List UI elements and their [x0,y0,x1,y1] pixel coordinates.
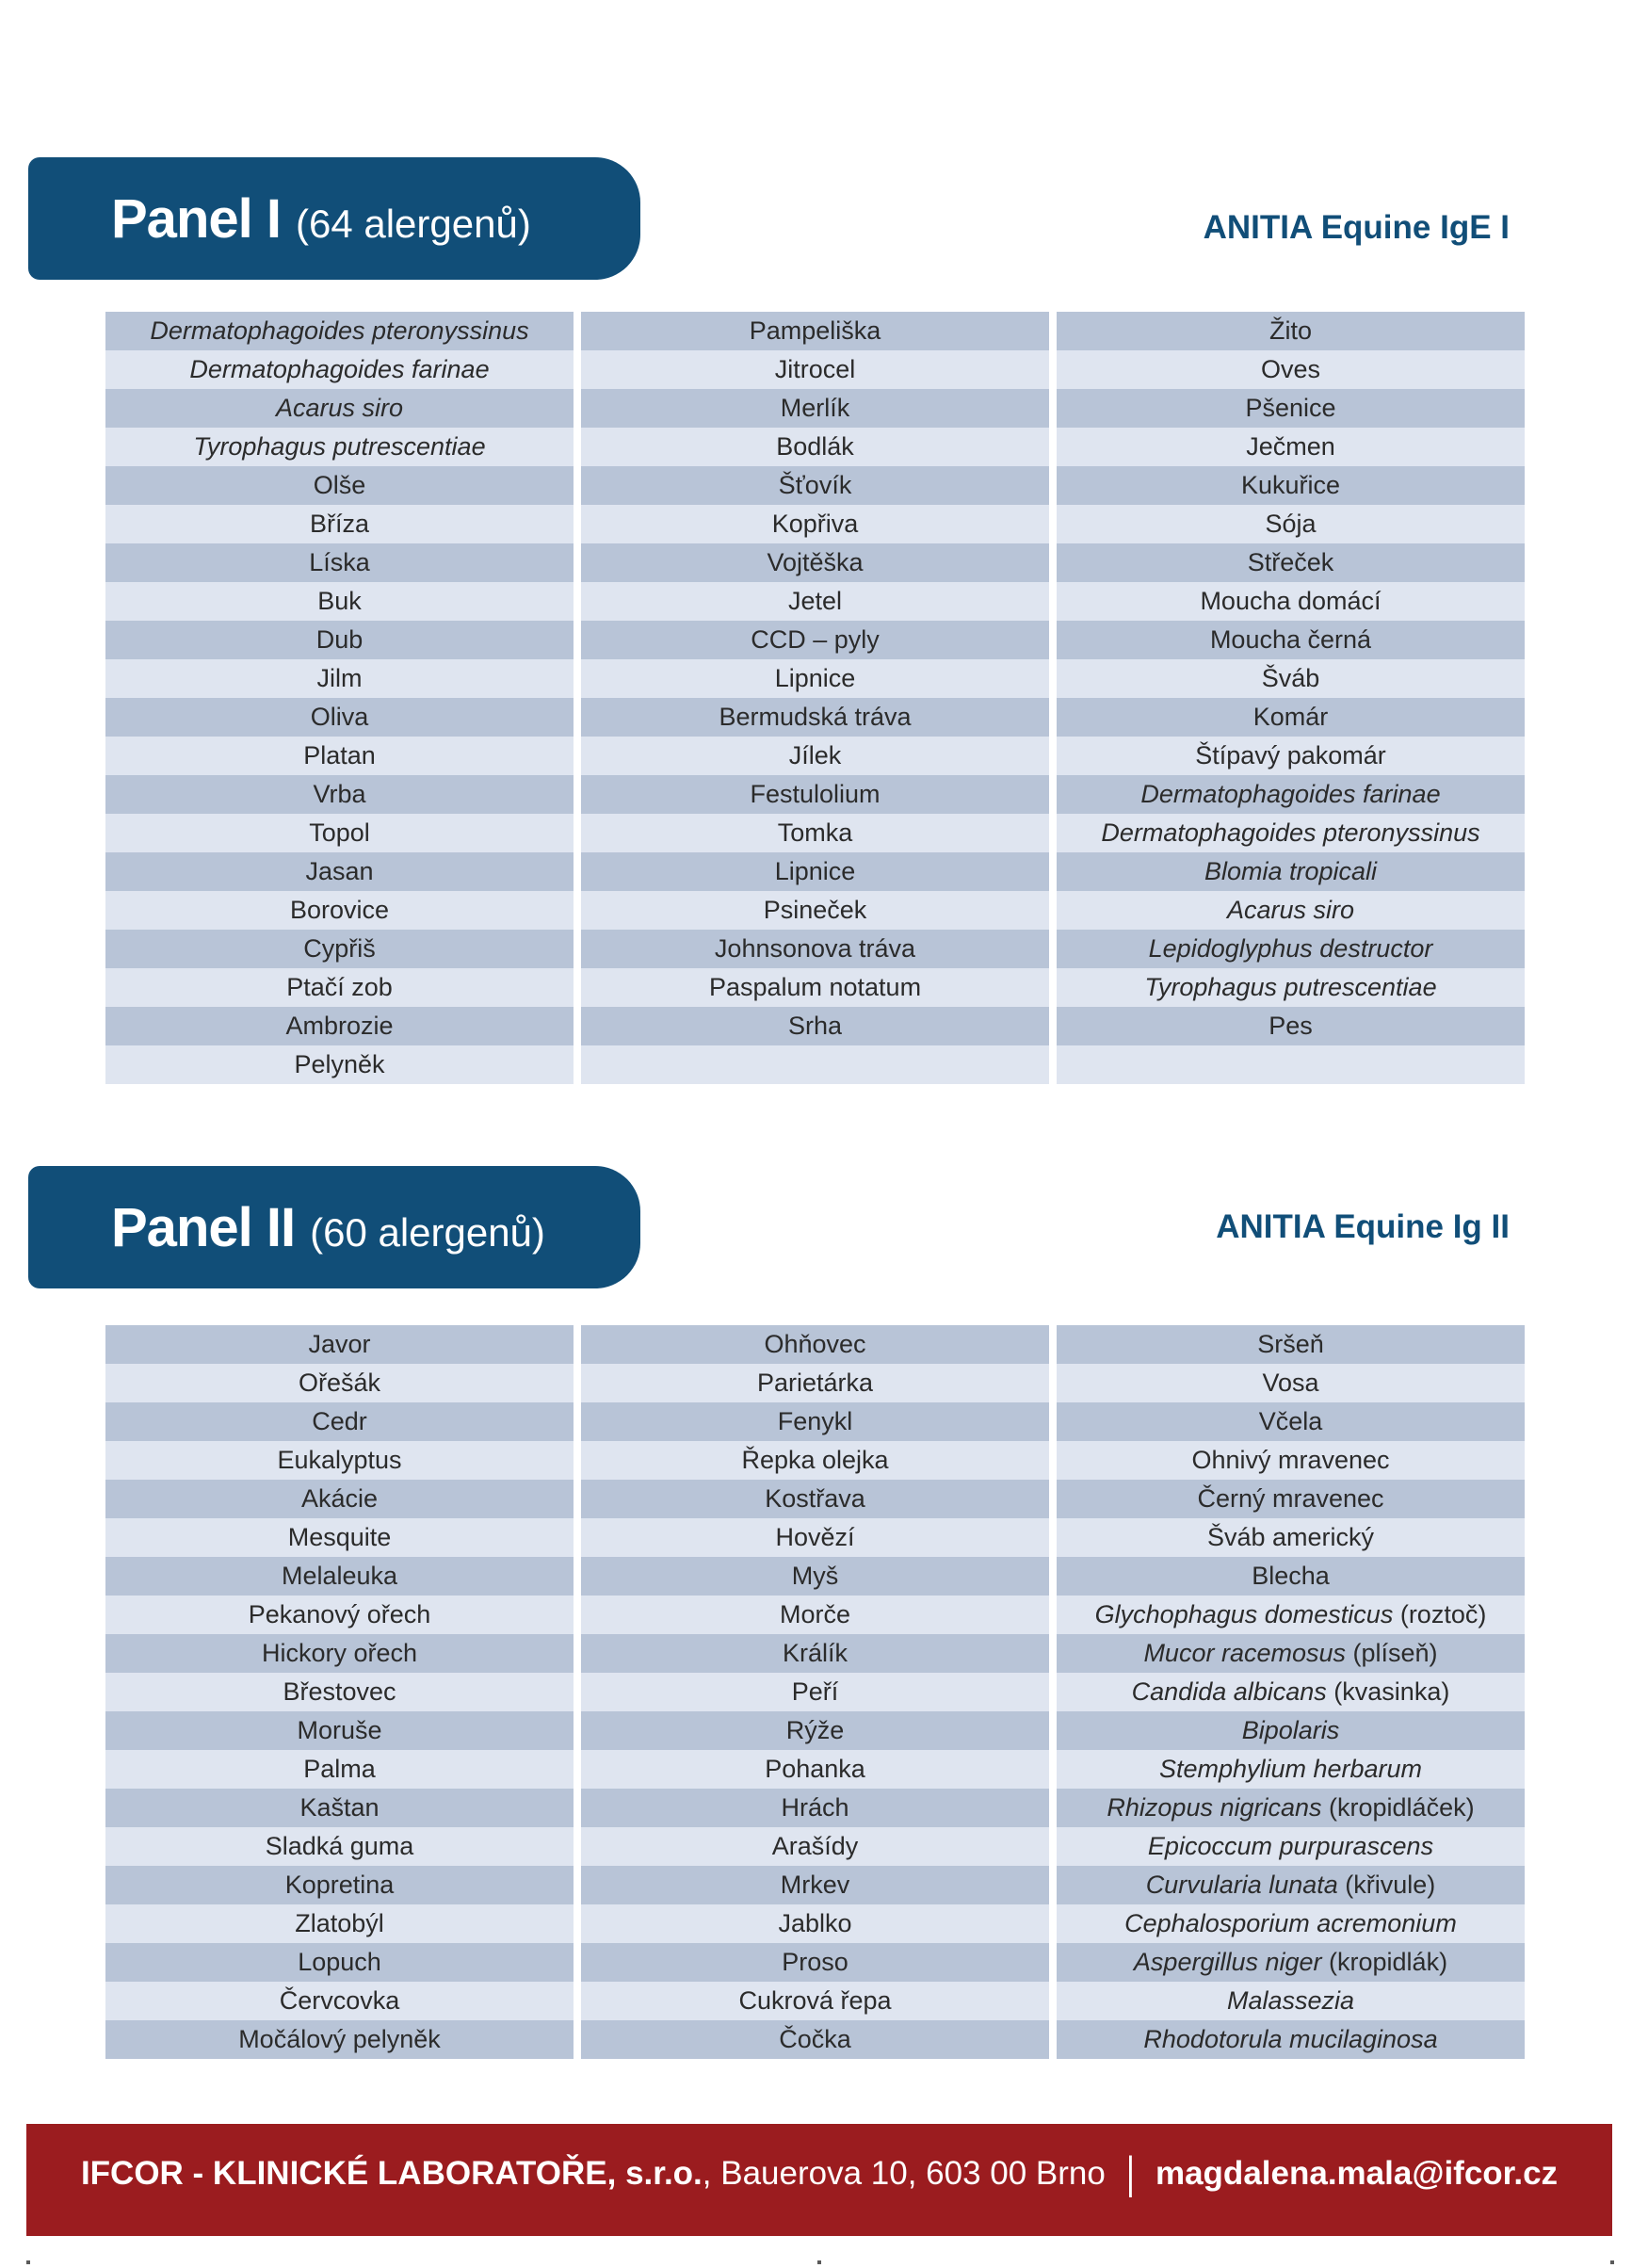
allergen-cell: Myš [581,1557,1049,1596]
allergen-cell: Bodlák [581,428,1049,466]
allergen-cell: Proso [581,1943,1049,1982]
allergen-cell: Ořešák [105,1364,574,1402]
allergen-cell: Vrba [105,775,574,814]
allergen-cell: Včela [1057,1402,1525,1441]
allergen-cell: Rhizopus nigricans (kropidláček) [1057,1789,1525,1827]
allergen-cell: Morče [581,1596,1049,1634]
crop-mark [26,2260,30,2264]
allergen-cell: Ambrozie [105,1007,574,1045]
allergen-cell: Pekanový ořech [105,1596,574,1634]
allergen-cell: Palma [105,1750,574,1789]
allergen-cell: Bříza [105,505,574,543]
allergen-cell: Cedr [105,1402,574,1441]
allergen-cell: Dub [105,621,574,659]
allergen-cell: Sója [1057,505,1525,543]
allergen-cell: Hovězí [581,1518,1049,1557]
panel-1-header-text [111,187,531,251]
allergen-cell: Aspergillus niger (kropidlák) [1057,1943,1525,1982]
allergen-cell: Moruše [105,1711,574,1750]
allergen-cell: Melaleuka [105,1557,574,1596]
allergen-cell: Lopuch [105,1943,574,1982]
allergen-cell: Bermudská tráva [581,698,1049,737]
allergen-cell: Lepidoglyphus destructor [1057,930,1525,968]
crop-mark [817,2260,821,2264]
allergen-cell: Topol [105,814,574,852]
allergen-cell: Akácie [105,1480,574,1518]
allergen-cell [1057,1045,1525,1084]
allergen-cell: Pšenice [1057,389,1525,428]
footer-bar [26,2124,1612,2236]
panel-2-title: Panel II [111,1196,296,1258]
allergen-cell: Štípavý pakomár [1057,737,1525,775]
allergen-cell: Cukrová řepa [581,1982,1049,2020]
allergen-cell: Ptačí zob [105,968,574,1007]
allergen-cell: Epicoccum purpurascens [1057,1827,1525,1866]
allergen-cell: Šváb americký [1057,1518,1525,1557]
allergen-cell: Komár [1057,698,1525,737]
allergen-cell: Malassezia [1057,1982,1525,2020]
allergen-cell: Zlatobýl [105,1904,574,1943]
allergen-cell: Řepka olejka [581,1441,1049,1480]
allergen-cell: Dermatophagoides pteronyssinus [1057,814,1525,852]
allergen-cell: Kostřava [581,1480,1049,1518]
allergen-cell: Pes [1057,1007,1525,1045]
allergen-cell: Glychophagus domesticus (roztoč) [1057,1596,1525,1634]
allergen-cell: Olše [105,466,574,505]
panel-1-product-name: ANITIA Equine IgE I [1203,209,1510,246]
allergen-cell: Černý mravenec [1057,1480,1525,1518]
allergen-cell: Kaštan [105,1789,574,1827]
panel-1-title: Panel I [111,187,281,250]
allergen-cell: Vosa [1057,1364,1525,1402]
allergen-cell: Vojtěška [581,543,1049,582]
allergen-cell: Šťovík [581,466,1049,505]
allergen-cell: Srha [581,1007,1049,1045]
allergen-cell: Hickory ořech [105,1634,574,1673]
allergen-cell: Mrkev [581,1866,1049,1904]
allergen-cell: Eukalyptus [105,1441,574,1480]
allergen-cell: Hrách [581,1789,1049,1827]
allergen-cell: Močálový pelyněk [105,2020,574,2059]
allergen-cell: Sladká guma [105,1827,574,1866]
allergen-cell: Pelyněk [105,1045,574,1084]
allergen-cell: Stemphylium herbarum [1057,1750,1525,1789]
allergen-cell: Líska [105,543,574,582]
allergen-cell: Merlík [581,389,1049,428]
allergen-cell: Lipnice [581,659,1049,698]
allergen-cell: Čočka [581,2020,1049,2059]
allergen-cell: Oliva [105,698,574,737]
allergen-cell: Jilm [105,659,574,698]
allergen-cell: Dermatophagoides pteronyssinus [105,312,574,350]
allergen-cell: Festulolium [581,775,1049,814]
allergen-cell: Lipnice [581,852,1049,891]
footer-address: , Bauerova 10, 603 00 Brno [702,2154,1106,2192]
allergen-cell: Králík [581,1634,1049,1673]
allergen-cell: Kopretina [105,1866,574,1904]
allergen-cell: Červcovka [105,1982,574,2020]
allergen-cell: Kukuřice [1057,466,1525,505]
allergen-cell: Pampeliška [581,312,1049,350]
allergen-cell: Střeček [1057,543,1525,582]
allergen-cell: Břestovec [105,1673,574,1711]
allergen-cell: Jetel [581,582,1049,621]
allergen-cell: Jitrocel [581,350,1049,389]
allergen-cell: CCD – pyly [581,621,1049,659]
allergen-cell: Jasan [105,852,574,891]
panel-2-table [105,1325,1525,2059]
allergen-cell: Buk [105,582,574,621]
allergen-cell: Moucha domácí [1057,582,1525,621]
allergen-cell: Tomka [581,814,1049,852]
allergen-cell: Ohnivý mravenec [1057,1441,1525,1480]
allergen-cell: Arašídy [581,1827,1049,1866]
panel-1-header-badge [28,157,640,280]
panel-1-table [105,312,1525,1084]
allergen-cell: Mesquite [105,1518,574,1557]
panel-2-header-badge [28,1166,640,1288]
allergen-cell: Dermatophagoides farinae [105,350,574,389]
allergen-cell: Bipolaris [1057,1711,1525,1750]
allergen-cell: Cephalosporium acremonium [1057,1904,1525,1943]
allergen-cell: Jablko [581,1904,1049,1943]
allergen-cell: Tyrophagus putrescentiae [105,428,574,466]
allergen-cell: Oves [1057,350,1525,389]
panel-2-subtitle: (60 alergenů) [310,1209,545,1255]
allergen-cell: Parietárka [581,1364,1049,1402]
allergen-cell: Žito [1057,312,1525,350]
allergen-cell: Ohňovec [581,1325,1049,1364]
allergen-cell: Moucha černá [1057,621,1525,659]
allergen-cell: Johnsonova tráva [581,930,1049,968]
allergen-cell: Curvularia lunata (křivule) [1057,1866,1525,1904]
allergen-cell: Cypřiš [105,930,574,968]
allergen-cell: Kopřiva [581,505,1049,543]
crop-mark [1610,2260,1614,2264]
footer-email[interactable]: magdalena.mala@ifcor.cz [1155,2154,1559,2192]
allergen-cell: Rhodotorula mucilaginosa [1057,2020,1525,2059]
footer-separator: | [1125,2147,1135,2198]
allergen-cell: Javor [105,1325,574,1364]
allergen-cell: Jílek [581,737,1049,775]
allergen-cell: Peří [581,1673,1049,1711]
allergen-cell: Pohanka [581,1750,1049,1789]
allergen-cell: Candida albicans (kvasinka) [1057,1673,1525,1711]
allergen-cell: Ječmen [1057,428,1525,466]
allergen-cell: Tyrophagus putrescentiae [1057,968,1525,1007]
allergen-cell: Blomia tropicali [1057,852,1525,891]
allergen-cell: Acarus siro [105,389,574,428]
allergen-cell: Platan [105,737,574,775]
allergen-cell: Mucor racemosus (plíseň) [1057,1634,1525,1673]
panel-2-header-text [111,1196,545,1259]
footer-company-name: IFCOR - KLINICKÉ LABORATOŘE, s.r.o. [80,2154,703,2192]
allergen-cell [581,1045,1049,1084]
allergen-cell: Sršeň [1057,1325,1525,1364]
allergen-cell: Borovice [105,891,574,930]
panel-2-product-name: ANITIA Equine Ig II [1216,1208,1510,1245]
panel-1-subtitle: (64 alergenů) [295,201,531,246]
allergen-cell: Dermatophagoides farinae [1057,775,1525,814]
allergen-cell: Paspalum notatum [581,968,1049,1007]
allergen-cell: Rýže [581,1711,1049,1750]
allergen-cell: Šváb [1057,659,1525,698]
allergen-cell: Acarus siro [1057,891,1525,930]
allergen-cell: Blecha [1057,1557,1525,1596]
allergen-cell: Fenykl [581,1402,1049,1441]
allergen-cell: Psineček [581,891,1049,930]
